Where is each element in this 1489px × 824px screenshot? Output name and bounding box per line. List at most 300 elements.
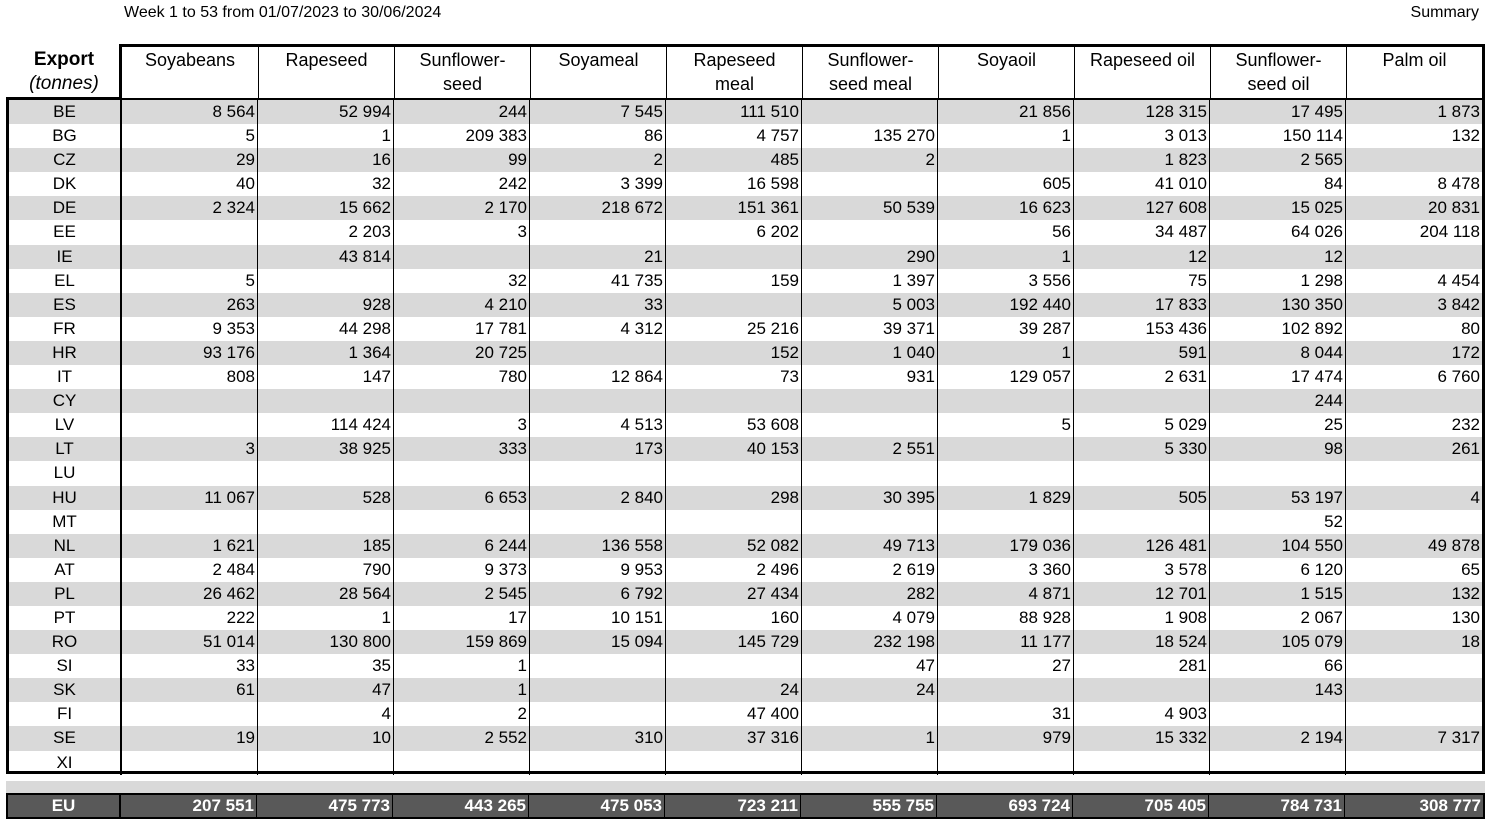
total-value: 784 731 <box>1209 795 1345 817</box>
value-cell: 43 814 <box>258 245 394 269</box>
value-cell: 84 <box>1210 172 1346 196</box>
column-header <box>1210 47 1346 100</box>
value-cell: 5 003 <box>802 293 938 317</box>
value-cell: 33 <box>530 293 666 317</box>
country-code: MT <box>9 510 122 534</box>
table-row <box>9 510 1482 534</box>
table-row <box>9 413 1482 437</box>
value-cell: 2 619 <box>802 558 938 582</box>
value-cell <box>938 751 1074 775</box>
value-cell: 47 <box>802 654 938 678</box>
data-table <box>6 98 1485 774</box>
value-cell: 34 487 <box>1074 220 1210 244</box>
value-cell: 281 <box>1074 654 1210 678</box>
value-cell: 8 044 <box>1210 341 1346 365</box>
value-cell <box>802 461 938 485</box>
value-cell: 52 994 <box>258 100 394 124</box>
table-row <box>9 437 1482 461</box>
country-code: ES <box>9 293 122 317</box>
value-cell <box>394 751 530 775</box>
value-cell <box>1346 389 1482 413</box>
column-header-line2: seed oil <box>1247 74 1310 94</box>
value-cell <box>666 245 802 269</box>
country-code: RO <box>9 630 122 654</box>
table-row <box>9 269 1482 293</box>
value-cell: 4 079 <box>802 606 938 630</box>
value-cell: 111 510 <box>666 100 802 124</box>
country-code: LT <box>9 437 122 461</box>
value-cell <box>938 389 1074 413</box>
value-cell: 1 <box>938 341 1074 365</box>
value-cell: 333 <box>394 437 530 461</box>
column-header-line2: seed <box>442 74 483 94</box>
value-cell: 39 371 <box>802 317 938 341</box>
country-code: FI <box>9 702 122 726</box>
value-cell: 21 856 <box>938 100 1074 124</box>
value-cell: 16 623 <box>938 196 1074 220</box>
value-cell: 38 925 <box>258 437 394 461</box>
country-code: HU <box>9 486 122 510</box>
value-cell: 39 287 <box>938 317 1074 341</box>
country-code: AT <box>9 558 122 582</box>
summary-label: Summary <box>1410 4 1479 21</box>
table-rows <box>9 100 1482 775</box>
value-cell: 132 <box>1451 126 1480 146</box>
value-cell: 12 864 <box>530 365 666 389</box>
value-cell <box>122 751 258 775</box>
table-row <box>9 751 1482 775</box>
column-header-line1: Sunflower- <box>419 50 506 70</box>
value-cell: 27 434 <box>666 582 802 606</box>
table-row <box>9 654 1482 678</box>
column-header <box>530 47 666 100</box>
table-row <box>9 486 1482 510</box>
value-cell: 4 312 <box>530 317 666 341</box>
value-cell: 5 029 <box>1074 413 1210 437</box>
value-cell: 4 <box>1470 487 1480 507</box>
value-cell: 21 <box>530 245 666 269</box>
value-cell: 15 094 <box>530 630 666 654</box>
value-cell <box>1074 461 1210 485</box>
value-cell <box>122 510 258 534</box>
value-cell: 9 353 <box>122 317 258 341</box>
value-cell: 2 203 <box>258 220 394 244</box>
value-cell: 6 244 <box>394 534 530 558</box>
value-cell: 4 210 <box>394 293 530 317</box>
value-cell: 16 <box>258 148 394 172</box>
value-cell: 244 <box>394 100 530 124</box>
value-cell: 35 <box>258 654 394 678</box>
value-cell: 27 <box>938 654 1074 678</box>
value-cell: 15 332 <box>1074 726 1210 750</box>
column-header-line1: Palm oil <box>1382 50 1447 70</box>
value-cell: 126 481 <box>1074 534 1210 558</box>
value-cell: 25 <box>1210 413 1346 437</box>
value-cell: 222 <box>122 606 258 630</box>
value-cell: 505 <box>1074 486 1210 510</box>
value-cell: 780 <box>394 365 530 389</box>
table-row <box>9 245 1482 269</box>
value-cell <box>1346 751 1482 775</box>
table-row <box>9 148 1482 172</box>
value-cell: 17 833 <box>1074 293 1210 317</box>
column-header-line1: Sunflower- <box>827 50 914 70</box>
value-cell: 261 <box>1451 439 1480 459</box>
country-code: IE <box>9 245 122 269</box>
value-cell: 147 <box>258 365 394 389</box>
value-cell: 2 <box>394 702 530 726</box>
table-row <box>9 341 1482 365</box>
table-row <box>9 582 1482 606</box>
value-cell: 16 598 <box>666 172 802 196</box>
value-cell: 6 202 <box>666 220 802 244</box>
column-header <box>1346 47 1482 100</box>
value-cell: 1 908 <box>1074 606 1210 630</box>
value-cell: 40 <box>122 172 258 196</box>
value-cell: 2 552 <box>394 726 530 750</box>
value-cell: 20 725 <box>394 341 530 365</box>
value-cell: 242 <box>394 172 530 196</box>
value-cell: 17 <box>394 606 530 630</box>
table-row <box>9 702 1482 726</box>
value-cell: 24 <box>666 678 802 702</box>
column-header <box>666 47 802 100</box>
value-cell: 808 <box>122 365 258 389</box>
value-cell: 204 118 <box>1419 222 1480 242</box>
value-cell: 2 194 <box>1210 726 1346 750</box>
value-cell: 3 399 <box>530 172 666 196</box>
value-cell: 6 760 <box>1437 367 1480 387</box>
value-cell: 209 383 <box>394 124 530 148</box>
value-cell: 52 082 <box>666 534 802 558</box>
total-value: 443 265 <box>393 795 529 817</box>
value-cell: 528 <box>258 486 394 510</box>
table-row <box>9 726 1482 750</box>
value-cell: 99 <box>394 148 530 172</box>
value-cell: 3 <box>122 437 258 461</box>
value-cell: 20 831 <box>1428 198 1480 218</box>
value-cell: 1 <box>394 678 530 702</box>
column-header <box>122 47 258 100</box>
value-cell: 979 <box>938 726 1074 750</box>
value-cell: 11 177 <box>938 630 1074 654</box>
value-cell: 2 324 <box>122 196 258 220</box>
value-cell <box>530 702 666 726</box>
value-cell: 33 <box>122 654 258 678</box>
value-cell: 4 757 <box>666 124 802 148</box>
value-cell <box>258 389 394 413</box>
column-header-row <box>119 44 1485 100</box>
value-cell: 3 842 <box>1437 294 1480 314</box>
column-header-line1: Rapeseed <box>693 50 776 70</box>
value-cell <box>802 172 938 196</box>
value-cell: 32 <box>258 172 394 196</box>
total-value: 207 551 <box>121 795 257 817</box>
value-cell: 24 <box>802 678 938 702</box>
corner-label <box>8 48 120 96</box>
value-cell: 2 067 <box>1210 606 1346 630</box>
value-cell: 5 <box>122 124 258 148</box>
column-header-line1: Soyameal <box>558 50 639 70</box>
value-cell <box>802 510 938 534</box>
value-cell: 88 928 <box>938 606 1074 630</box>
value-cell <box>938 678 1074 702</box>
table-row <box>9 534 1482 558</box>
value-cell: 86 <box>530 124 666 148</box>
value-cell <box>530 678 666 702</box>
value-cell <box>1210 461 1346 485</box>
column-header-line2: seed meal <box>828 74 913 94</box>
value-cell: 152 <box>666 341 802 365</box>
value-cell: 1 515 <box>1210 582 1346 606</box>
value-cell: 1 <box>938 124 1074 148</box>
country-code: LV <box>9 413 122 437</box>
value-cell: 65 <box>1461 559 1480 579</box>
value-cell: 26 462 <box>122 582 258 606</box>
value-cell: 104 550 <box>1210 534 1346 558</box>
value-cell: 9 953 <box>530 558 666 582</box>
value-cell <box>1210 702 1346 726</box>
value-cell: 153 436 <box>1074 317 1210 341</box>
value-cell: 485 <box>666 148 802 172</box>
total-value: 723 211 <box>665 795 801 817</box>
value-cell <box>258 510 394 534</box>
value-cell: 1 364 <box>258 341 394 365</box>
value-cell <box>1346 148 1482 172</box>
table-row <box>9 293 1482 317</box>
value-cell: 3 013 <box>1074 124 1210 148</box>
value-cell <box>258 461 394 485</box>
column-header <box>394 47 530 100</box>
value-cell: 127 608 <box>1074 196 1210 220</box>
value-cell: 102 892 <box>1210 317 1346 341</box>
column-header-line1: Sunflower- <box>1235 50 1322 70</box>
value-cell: 244 <box>1210 389 1346 413</box>
table-row <box>9 558 1482 582</box>
value-cell <box>938 510 1074 534</box>
value-cell: 6 792 <box>530 582 666 606</box>
value-cell: 64 026 <box>1210 220 1346 244</box>
value-cell <box>122 413 258 437</box>
value-cell <box>1074 510 1210 534</box>
value-cell: 49 713 <box>802 534 938 558</box>
country-code: DK <box>9 172 122 196</box>
value-cell: 150 114 <box>1210 124 1346 148</box>
value-cell: 2 <box>802 148 938 172</box>
column-header <box>802 47 938 100</box>
total-value: 705 405 <box>1073 795 1209 817</box>
value-cell: 47 <box>258 678 394 702</box>
value-cell: 80 <box>1461 318 1480 338</box>
value-cell: 4 513 <box>530 413 666 437</box>
column-header-line1: Rapeseed <box>285 50 368 70</box>
value-cell: 185 <box>258 534 394 558</box>
value-cell <box>530 220 666 244</box>
value-cell <box>802 220 938 244</box>
value-cell <box>802 389 938 413</box>
value-cell: 56 <box>938 220 1074 244</box>
value-cell <box>666 654 802 678</box>
country-code: BE <box>9 100 122 124</box>
value-cell: 15 025 <box>1210 196 1346 220</box>
value-cell: 12 <box>1210 245 1346 269</box>
value-cell: 218 672 <box>530 196 666 220</box>
value-cell: 160 <box>666 606 802 630</box>
value-cell <box>666 461 802 485</box>
value-cell: 790 <box>258 558 394 582</box>
total-separator <box>6 781 1485 793</box>
value-cell: 12 <box>1074 245 1210 269</box>
column-header-line1: Rapeseed oil <box>1089 50 1196 70</box>
table-row <box>9 220 1482 244</box>
value-cell <box>530 461 666 485</box>
country-code: EE <box>9 220 122 244</box>
value-cell <box>802 702 938 726</box>
value-cell: 8 478 <box>1437 174 1480 194</box>
value-cell: 591 <box>1074 341 1210 365</box>
value-cell: 2 496 <box>666 558 802 582</box>
value-cell: 93 176 <box>122 341 258 365</box>
value-cell: 4 903 <box>1074 702 1210 726</box>
value-cell: 50 539 <box>802 196 938 220</box>
value-cell <box>122 245 258 269</box>
total-value: 693 724 <box>937 795 1073 817</box>
value-cell <box>1074 751 1210 775</box>
value-cell <box>394 510 530 534</box>
value-cell: 19 <box>122 726 258 750</box>
value-cell: 1 040 <box>802 341 938 365</box>
value-cell <box>530 654 666 678</box>
value-cell: 1 397 <box>802 269 938 293</box>
country-code: CY <box>9 389 122 413</box>
value-cell: 282 <box>802 582 938 606</box>
value-cell <box>1346 702 1482 726</box>
column-header <box>258 47 394 100</box>
table-row <box>9 461 1482 485</box>
country-code: CZ <box>9 148 122 172</box>
value-cell: 2 565 <box>1210 148 1346 172</box>
value-cell: 1 298 <box>1210 269 1346 293</box>
value-cell: 290 <box>802 245 938 269</box>
export-label: Export <box>33 49 95 70</box>
value-cell <box>258 269 394 293</box>
country-code: PT <box>9 606 122 630</box>
value-cell: 1 829 <box>938 486 1074 510</box>
country-code: LU <box>9 461 122 485</box>
value-cell <box>1346 654 1482 678</box>
value-cell: 1 873 <box>1437 102 1480 121</box>
value-cell: 130 350 <box>1210 293 1346 317</box>
value-cell: 136 558 <box>530 534 666 558</box>
value-cell <box>802 751 938 775</box>
value-cell <box>666 293 802 317</box>
value-cell: 8 564 <box>122 100 258 124</box>
value-cell: 3 360 <box>938 558 1074 582</box>
value-cell <box>938 461 1074 485</box>
unit-label: (tonnes) <box>29 73 99 94</box>
value-cell: 159 <box>666 269 802 293</box>
value-cell: 173 <box>530 437 666 461</box>
value-cell: 232 198 <box>802 630 938 654</box>
value-cell: 11 067 <box>122 486 258 510</box>
value-cell: 232 <box>1451 415 1480 435</box>
value-cell: 37 316 <box>666 726 802 750</box>
eu-total-row <box>6 793 1485 819</box>
value-cell: 5 330 <box>1074 437 1210 461</box>
value-cell: 2 840 <box>530 486 666 510</box>
value-cell: 3 578 <box>1074 558 1210 582</box>
country-code: SE <box>9 726 122 750</box>
value-cell: 12 701 <box>1074 582 1210 606</box>
value-cell: 145 729 <box>666 630 802 654</box>
table-row <box>9 317 1482 341</box>
value-cell: 4 <box>258 702 394 726</box>
value-cell: 18 <box>1461 632 1480 652</box>
value-cell: 130 <box>1451 607 1480 627</box>
value-cell: 61 <box>122 678 258 702</box>
value-cell: 310 <box>530 726 666 750</box>
value-cell <box>1210 751 1346 775</box>
value-cell: 49 878 <box>1428 535 1480 555</box>
value-cell: 66 <box>1210 654 1346 678</box>
value-cell <box>666 751 802 775</box>
value-cell: 130 800 <box>258 630 394 654</box>
value-cell: 2 551 <box>802 437 938 461</box>
value-cell: 25 216 <box>666 317 802 341</box>
value-cell <box>258 751 394 775</box>
value-cell: 9 373 <box>394 558 530 582</box>
value-cell: 30 395 <box>802 486 938 510</box>
value-cell: 5 <box>122 269 258 293</box>
value-cell <box>394 245 530 269</box>
value-cell <box>938 148 1074 172</box>
value-cell: 4 454 <box>1437 270 1480 290</box>
value-cell: 32 <box>394 269 530 293</box>
country-code: SK <box>9 678 122 702</box>
value-cell: 931 <box>802 365 938 389</box>
value-cell <box>394 389 530 413</box>
value-cell <box>122 220 258 244</box>
value-cell: 10 151 <box>530 606 666 630</box>
value-cell: 4 871 <box>938 582 1074 606</box>
value-cell: 1 <box>938 245 1074 269</box>
value-cell <box>1346 510 1482 534</box>
value-cell: 17 495 <box>1210 100 1346 124</box>
value-cell: 53 197 <box>1210 486 1346 510</box>
value-cell <box>938 437 1074 461</box>
table-row <box>9 172 1482 196</box>
column-header-line1: Soyaoil <box>976 50 1037 70</box>
table-row <box>9 606 1482 630</box>
value-cell: 75 <box>1074 269 1210 293</box>
value-cell: 135 270 <box>802 124 938 148</box>
value-cell <box>802 413 938 437</box>
country-code: EL <box>9 269 122 293</box>
country-code: HR <box>9 341 122 365</box>
value-cell: 51 014 <box>122 630 258 654</box>
value-cell: 2 <box>530 148 666 172</box>
table-row <box>9 124 1482 148</box>
country-code: DE <box>9 196 122 220</box>
value-cell: 44 298 <box>258 317 394 341</box>
value-cell: 1 <box>258 124 394 148</box>
value-cell: 1 823 <box>1074 148 1210 172</box>
value-cell: 1 <box>802 726 938 750</box>
value-cell: 29 <box>122 148 258 172</box>
column-header-line2: meal <box>714 74 754 94</box>
total-value: 555 755 <box>801 795 937 817</box>
value-cell: 159 869 <box>394 630 530 654</box>
